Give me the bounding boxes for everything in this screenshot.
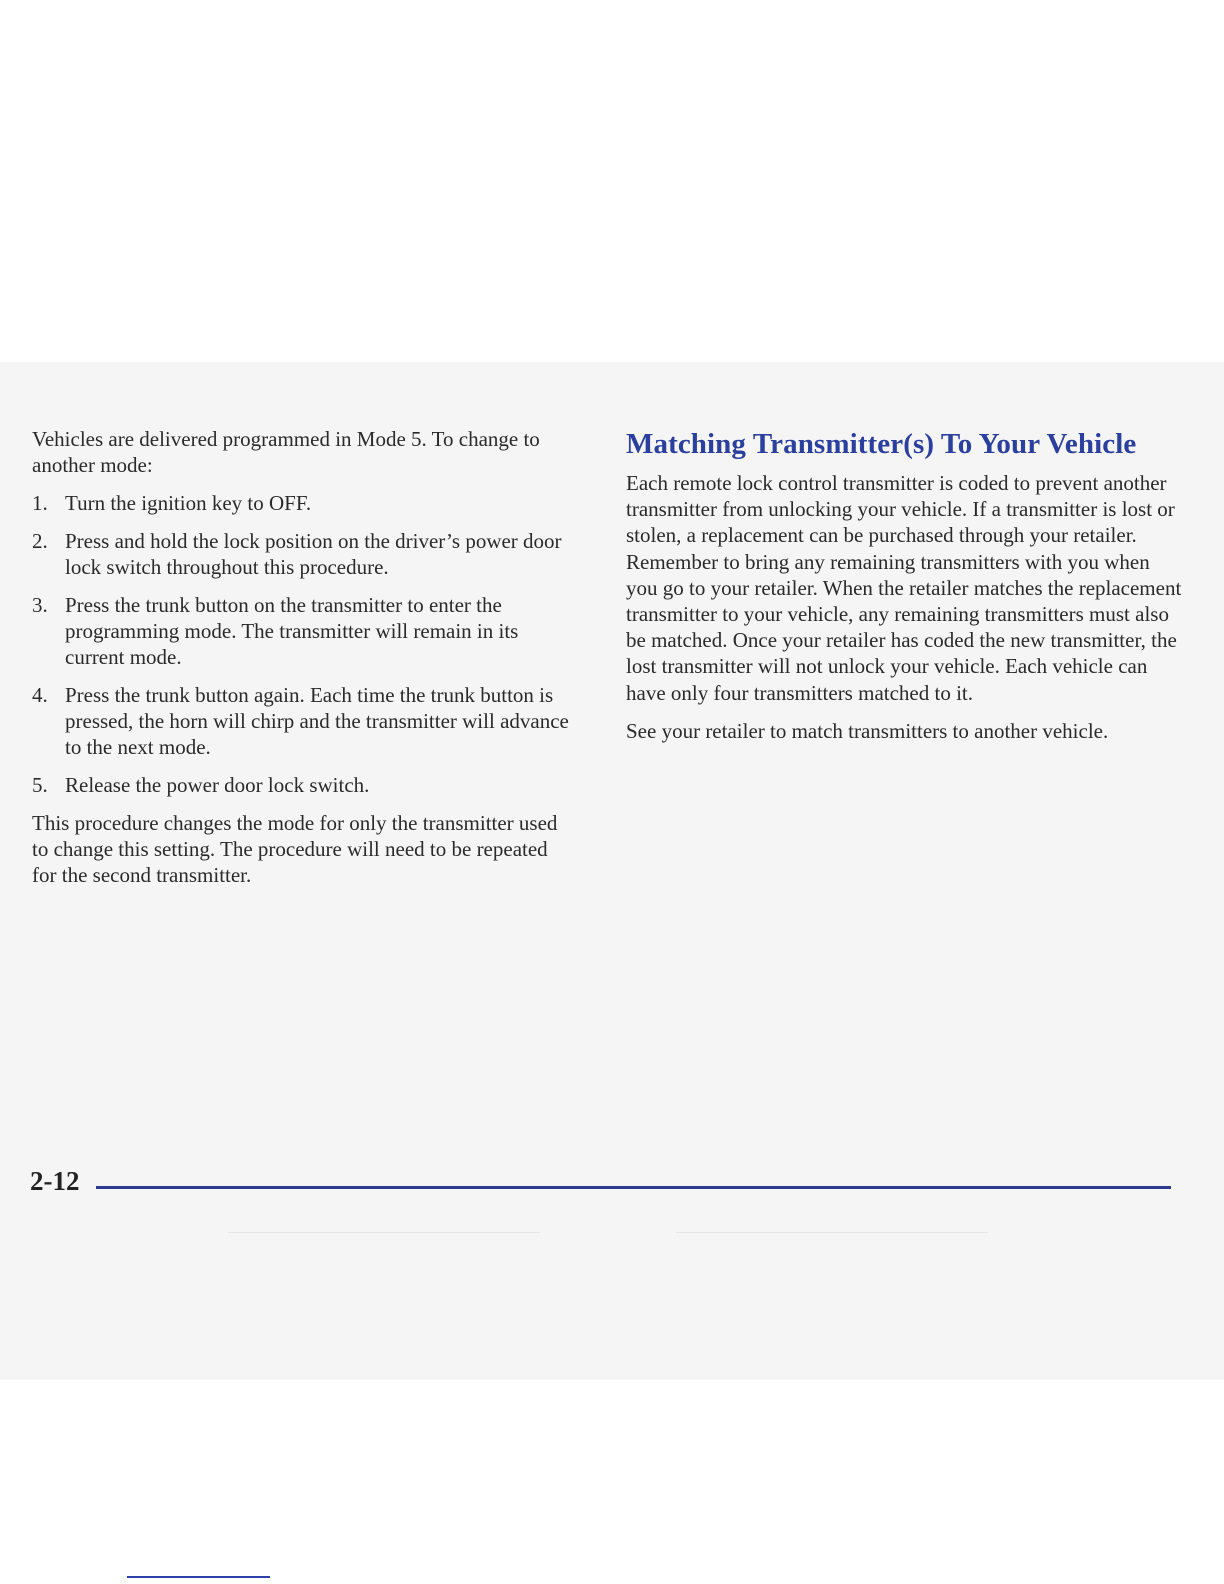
body-paragraph: Each remote lock control transmitter is coded to prevent another transmitter from unlocking your vehicle. If a transmitter is lost or stolen, a replacement can be purchased through your retailer. Remember to bring any remaining transmitters with you when you go to your retailer. When the retailer matches the replacement transmitter to your vehicle, any remaining transmitters must also be matched. Once your retailer has coded the new transmitter, the lost transmitter will not unlock your vehicle. Each vehicle can have only four transmitters matched to it. [626,471,1182,705]
step-item [32,682,572,760]
faint-divider [228,1232,540,1233]
step-item [32,592,572,670]
step-text: Press and hold the lock position on the driver’s power door lock switch throughout this procedure. [65,529,562,579]
step-number: 1. [32,491,48,515]
faint-divider [676,1232,988,1233]
closing-paragraph: This procedure changes the mode for only the transmitter used to change this setting. The procedure will need to be repeated for the second transmitter. [32,811,558,887]
step-text: Press the trunk button again. Each time the trunk button is pressed, the horn will chirp and the transmitter will advance to the next mode. [65,683,569,759]
step-number: 3. [32,593,48,617]
page-number: 2-12 [30,1166,80,1196]
intro-paragraph: Vehicles are delivered programmed in Mode 5. To change to another mode: [32,427,540,477]
step-item [32,490,572,516]
steps-list [32,490,572,798]
step-text: Press the trunk button on the transmitter to enter the programming mode. The transmitter will remain in its current mode. [65,593,519,669]
step-number: 5. [32,773,48,797]
bottom-rule-mark [127,1576,270,1578]
body-paragraph: See your retailer to match transmitters to another vehicle. [626,718,1109,743]
section-heading: Matching Transmitter(s) To Your Vehicle [626,428,1137,460]
step-number: 4. [32,683,48,707]
footer-rule [96,1186,1171,1189]
step-number: 2. [32,529,48,553]
step-item [32,772,572,798]
step-item [32,528,572,580]
left-column [32,426,572,888]
step-text: Turn the ignition key to OFF. [65,491,312,515]
step-text: Release the power door lock switch. [65,773,370,797]
right-column [626,426,1186,756]
